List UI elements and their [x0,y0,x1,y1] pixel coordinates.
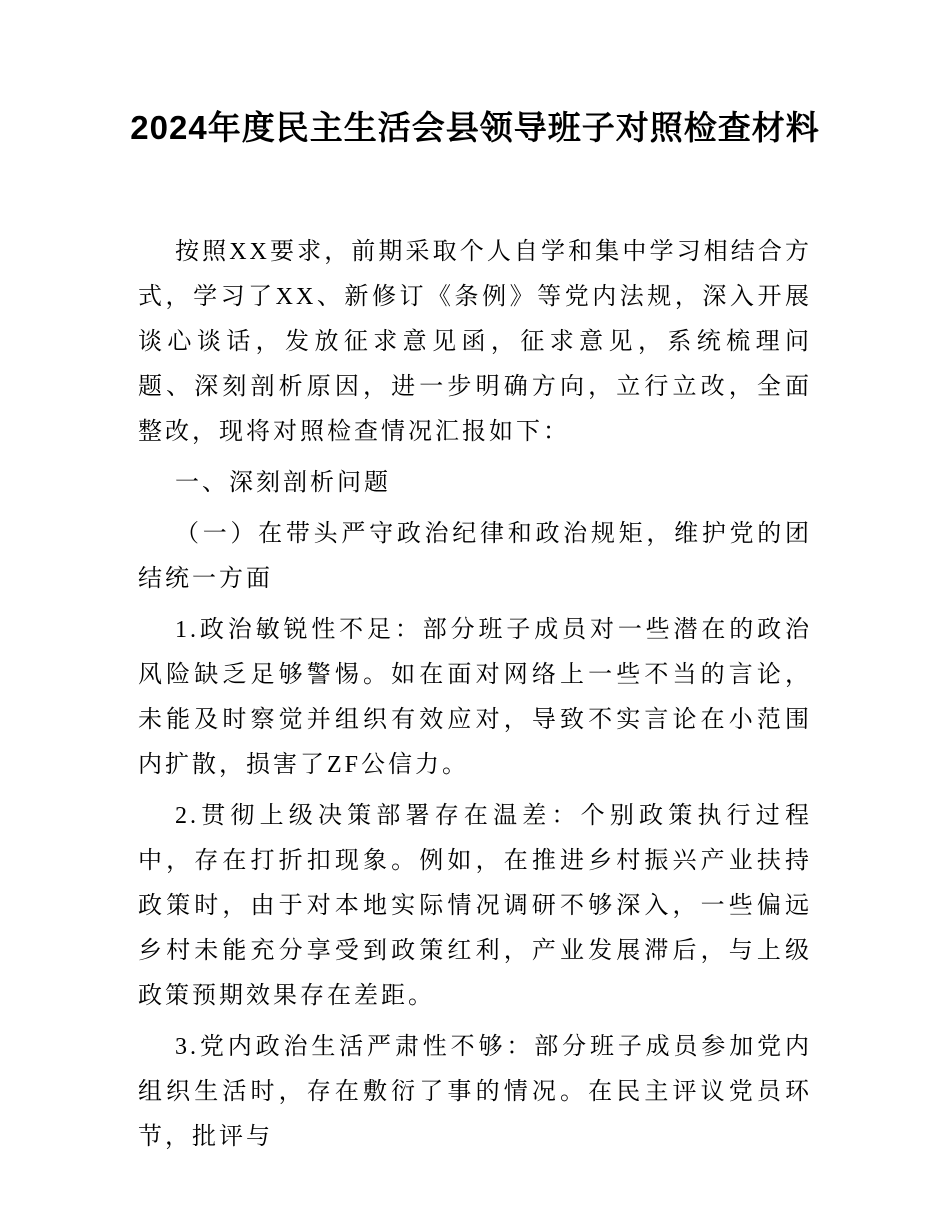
subsection-heading-1-1: （一）在带头严守政治纪律和政治规矩，维护党的团结统一方面 [138,521,812,592]
document-title: 2024年度民主生活会县领导班子对照检查材料 [130,109,820,146]
issue-paragraph-3: 3.党内政治生活严肃性不够：部分班子成员参加党内组织生活时，存在敷衍了事的情况。在民主评议党员环节，批评与 [138,1034,812,1150]
issue-paragraph-1: 1.政治敏锐性不足：部分班子成员对一些潜在的政治风险缺乏足够警惕。如在面对网络上一些不当的言论，未能及时察觉并组织有效应对，导致不实言论在小范围内扩散，损害了ZF公信力。 [138,617,812,778]
document-body [138,230,812,1160]
issue-paragraph-2: 2.贯彻上级决策部署存在温差：个别政策执行过程中，存在打折扣现象。例如，在推进乡村振兴产业扶持政策时，由于对本地实际情况调研不够深入，一些偏远乡村未能充分享受到政策红利，产业发展滞后，与上级政策预期效果存在差距。 [138,803,812,1009]
section-heading-1: 一、深刻剖析问题 [175,470,391,496]
intro-paragraph: 按照XX要求，前期采取个人自学和集中学习相结合方式，学习了XX、新修订《条例》等党内法规，深入开展谈心谈话，发放征求意见函，征求意见，系统梳理问题、深刻剖析原因，进一步明确方向，立行立改，全面整改，现将对照检查情况汇报如下： [138,239,812,445]
